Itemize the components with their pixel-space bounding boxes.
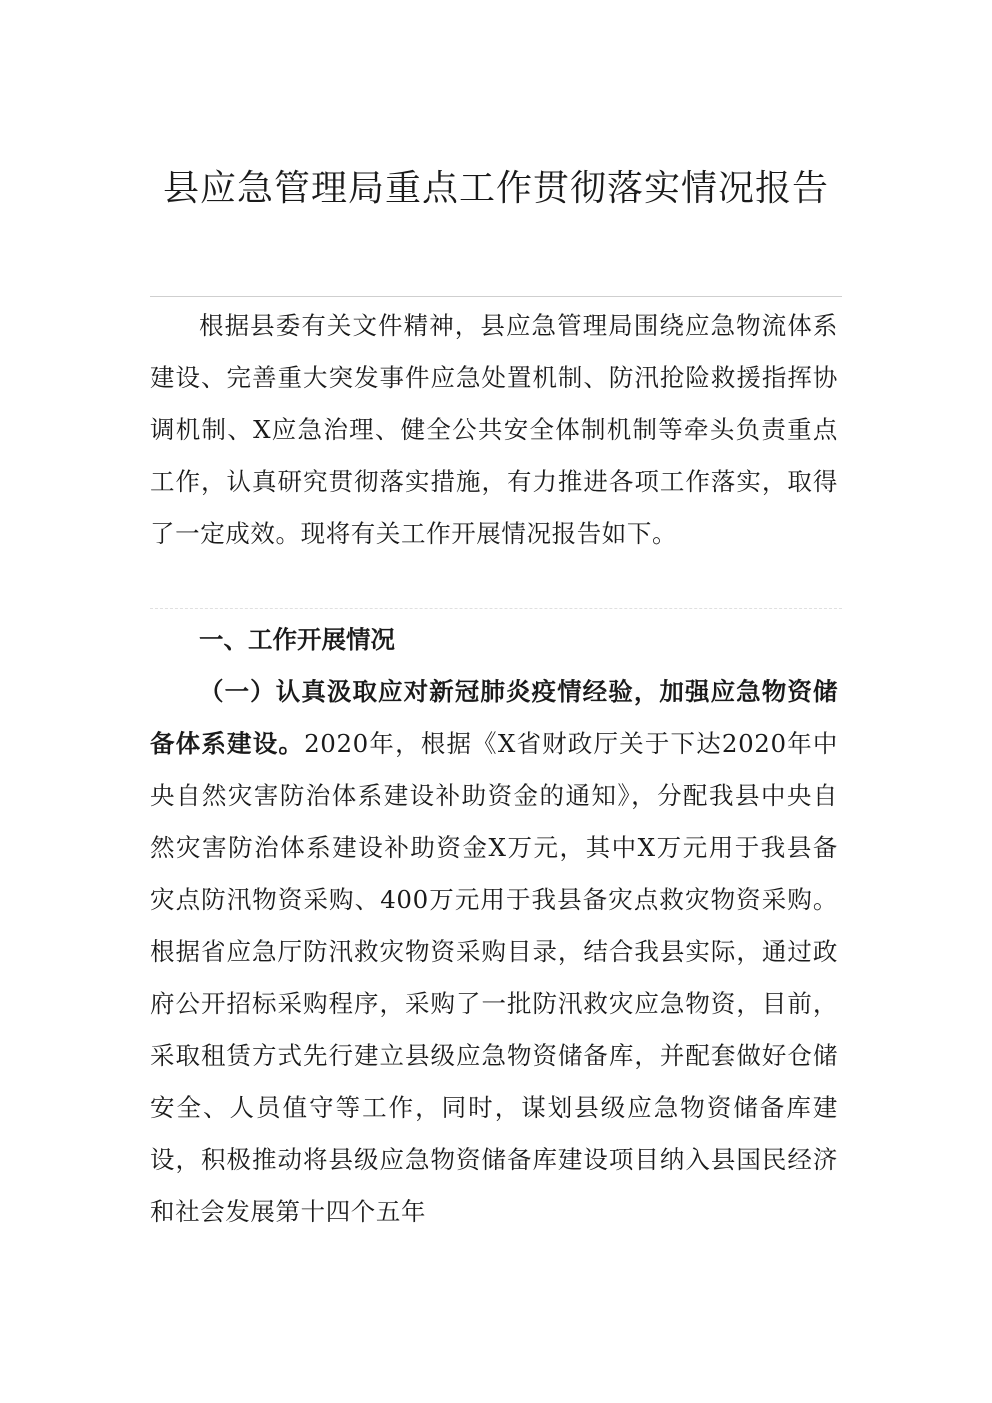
section-heading: 一、工作开展情况 — [199, 625, 395, 654]
section-divider — [150, 608, 842, 609]
section-1-paragraph — [150, 666, 838, 1238]
top-divider — [150, 296, 842, 297]
section-1-body: 2020年，根据《X省财政厅关于下达2020年中央自然灾害防治体系建设补助资金的通知》，分配我县中央自然灾害防治体系建设补助资金X万元，其中X万元用于我县备灾点防汛物资采购、400万元用于我县备灾点救灾物资采购。根据省应急厅防汛救灾物资采购目录，结合我县实际，通过政府公开招标采购程序，采购了一批防汛救灾应急物资，目前，采取租赁方式先行建立县级应急物资储备库，并配套做好仓储安全、人员值守等工作，同时，谋划县级应急物资储备库建设，积极推动将县级应急物资储备库建设项目纳入县国民经济和社会发展第十四个五年 — [150, 729, 838, 1226]
intro-paragraph: 根据县委有关文件精神，县应急管理局围绕应急物流体系建设、完善重大突发事件应急处置机制、防汛抢险救援指挥协调机制、X应急治理、健全公共安全体制机制等牵头负责重点工作，认真研究贯彻落实措施，有力推进各项工作落实，取得了一定成效。现将有关工作开展情况报告如下。 — [150, 311, 838, 548]
document-title: 县应急管理局重点工作贯彻落实情况报告 — [162, 168, 829, 209]
section-1-lead: （一）认真汲取应对新冠肺炎疫情经验，加强应急物资储备体系建设。 — [150, 677, 838, 758]
